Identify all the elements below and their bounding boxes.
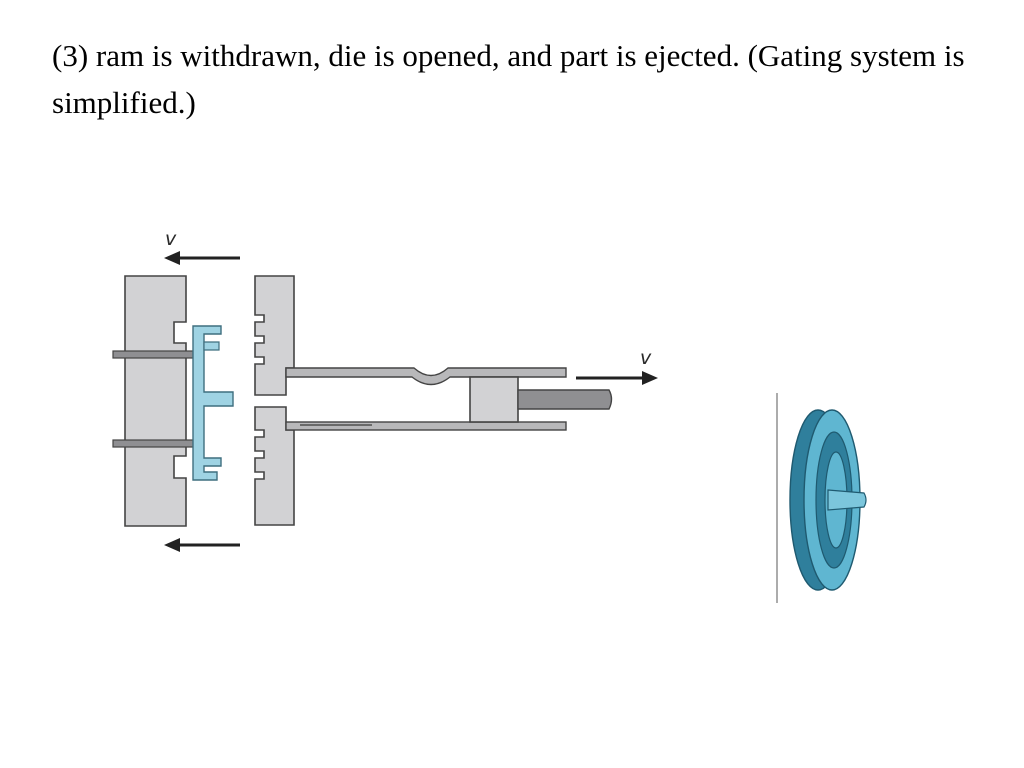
ram-plunger xyxy=(470,377,612,422)
stationary-die-half xyxy=(255,276,294,525)
finished-part xyxy=(790,410,866,590)
die-opening-arrow-bottom xyxy=(164,538,240,552)
moving-die-half xyxy=(125,276,186,526)
velocity-label-ram: v xyxy=(640,347,652,369)
slide-caption: (3) ram is withdrawn, die is opened, and part is ejected. (Gating system is simplified.) xyxy=(52,38,965,120)
ejected-casting xyxy=(193,326,233,480)
die-opening-arrow-top xyxy=(164,251,240,265)
velocity-label-die: v xyxy=(165,228,177,250)
ram-withdraw-arrow xyxy=(576,371,658,385)
